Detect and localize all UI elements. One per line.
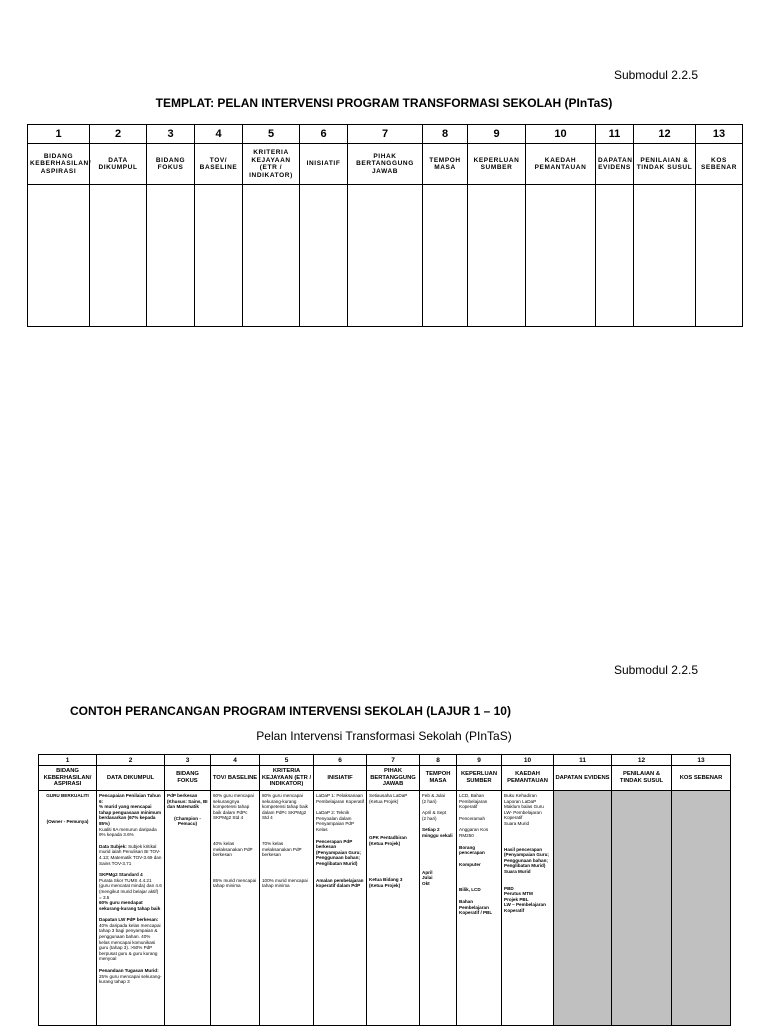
col-header: PIHAK BERTANGGUNG JAWAB <box>348 144 423 185</box>
cell-text: (Owner - Pemunya) <box>46 818 89 824</box>
col-header: KAEDAH PEMANTAUAN <box>502 766 554 791</box>
column-header-row <box>28 144 743 185</box>
cell-text: Kualiti 6A menurun daripada 9% kepada 3.6% <box>99 826 157 838</box>
col-num: 11 <box>554 755 612 766</box>
cell-text: Penandaan Tugasan Murid: <box>99 968 159 974</box>
col-num: 6 <box>314 755 367 766</box>
submodul-label: Submodul 2.2.5 <box>613 663 698 677</box>
cell-text: Bilik, LCD <box>459 887 481 893</box>
cell-text: Pencerapan PdP berkesan <box>316 838 353 850</box>
cell-text: Feb & Julai <box>422 793 445 798</box>
col-num: 3 <box>165 755 211 766</box>
cell-dapatan-shaded <box>554 791 612 1026</box>
table-cell <box>243 185 300 327</box>
cell-text: Okt <box>422 880 430 886</box>
col-header: DAPATAN EVIDENS <box>554 766 612 791</box>
cell-text: Setiausaha LaDaP (Ketua Projek) <box>369 793 408 804</box>
col-num: 1 <box>28 125 90 144</box>
col-num: 12 <box>634 125 696 144</box>
col-num: 10 <box>526 125 596 144</box>
cell-data-dikumpul <box>97 791 165 1026</box>
col-num: 9 <box>468 125 526 144</box>
col-num: 10 <box>502 755 554 766</box>
submodul-label: Submodul 2.2.5 <box>613 68 698 82</box>
cell-text: 80% guru mencapai sekurang-kurang kompetensi tahap baik dalam PdPc SKPMg2 Std 4 <box>262 793 308 821</box>
col-header: DATA DIKUMPUL <box>97 766 165 791</box>
cell-text: 40% daripada kelas mencapai tahap 3 bagi penyampaian & penggunaan bahan. 40% kelas mencapai komunikasi guru (tahap 3). >50% PdP berpusat guru & guru kurang menyoal <box>99 922 161 962</box>
col-header: BIDANG FOKUS <box>165 766 211 791</box>
col-header: BIDANG FOKUS <box>147 144 195 185</box>
cell-text: Borang pencerapan <box>459 844 485 856</box>
cell-inisiatif <box>314 791 367 1026</box>
col-header: PIHAK BERTANGGUNG JAWAB <box>367 766 420 791</box>
table-cell <box>348 185 423 327</box>
cell-text: Pencapaian Penilaian Tahun 6: <box>99 793 161 804</box>
cell-text: % murid yang mencapai tahap penguasaan minimum berdasarkan (67% kepada 85%) <box>99 804 162 826</box>
col-num: 3 <box>147 125 195 144</box>
cell-text: Ketua Bidang 3 <box>369 877 403 883</box>
cell-bidang-fokus <box>165 791 211 1026</box>
table-row <box>39 791 731 1026</box>
col-header: PENILAIAN & TINDAK SUSUL <box>612 766 672 791</box>
col-header: KEPERLUAN SUMBER <box>468 144 526 185</box>
col-num: 12 <box>612 755 672 766</box>
col-header: BIDANG KEBERHASILAN/ ASPIRASI <box>39 766 97 791</box>
col-header: BIDANG KEBERHASILAN/ ASPIRASI <box>28 144 90 185</box>
cell-text: (2 hari) <box>422 815 437 821</box>
table-cell <box>300 185 348 327</box>
col-header: KOS SEBENAR <box>696 144 743 185</box>
cell-aspirasi <box>39 791 97 1026</box>
example-table <box>38 754 731 1026</box>
cell-text: PdP berkesan (Khusus: Sains, BI dan Matematik <box>167 793 208 810</box>
cell-text: 100% murid mencapai tahap minima <box>262 877 308 889</box>
cell-text: April & Sept <box>422 810 447 816</box>
cell-text: LCD, Bahan Pembelajaran Koperatif <box>459 793 488 810</box>
cell-text: 25% guru mencapai sekurang-kurang tahap 3 <box>99 973 162 985</box>
table-cell <box>526 185 596 327</box>
cell-baseline <box>211 791 260 1026</box>
cell-text: Bahan Pembelajaran Koperatif / PBL <box>459 898 493 916</box>
cell-text: Komputer <box>459 861 481 867</box>
cell-keperluan <box>457 791 502 1026</box>
col-num: 4 <box>195 125 243 144</box>
cell-text: (Ketua Projek) <box>369 882 401 888</box>
col-header: KRITERIA KEJAYAAN (ETR / INDIKATOR) <box>243 144 300 185</box>
template-title: TEMPLAT: PELAN INTERVENSI PROGRAM TRANSFORMASI SEKOLAH (PInTaS) <box>155 96 613 110</box>
column-header-row <box>39 766 731 791</box>
table-cell <box>468 185 526 327</box>
cell-text: (Champion - Pemacu) <box>174 815 201 827</box>
cell-text: Dapatan LW PdP berkesan: <box>99 917 159 923</box>
col-header: PENILAIAN & TINDAK SUSUL <box>634 144 696 185</box>
col-header: TEMPOH MASA <box>420 766 457 791</box>
cell-text: Maklum balas Guru <box>504 804 544 810</box>
cell-text: Suara Murid <box>504 820 530 826</box>
cell-text: April <box>422 869 433 875</box>
cell-text: GURU BERKUALITI <box>46 793 89 798</box>
cell-text: (Penyampaian Guru; Penggunaan bahan; Penglibatan Murid) <box>504 852 549 869</box>
cell-text: SKPMg2 Standard 4 <box>99 872 143 878</box>
cell-text: (Ketua Projek) <box>369 840 401 846</box>
cell-text: LaDaP 1: Pelaksanaan Pembelajaran Koperatif <box>316 793 365 804</box>
cell-text: 70% kelas melaksanakan PdP berkesan <box>262 840 302 858</box>
col-num: 13 <box>672 755 731 766</box>
col-header: TOV/ BASELINE <box>211 766 260 791</box>
cell-kriteria <box>260 791 314 1026</box>
col-num: 5 <box>243 125 300 144</box>
col-num: 5 <box>260 755 314 766</box>
column-number-row <box>39 755 731 766</box>
cell-text: (2 hari) <box>422 798 437 804</box>
col-num: 2 <box>90 125 147 144</box>
cell-text: Data Subjek: <box>99 843 127 849</box>
cell-text: (Penyampaian Guru; Penggunaan bahan; Penglibatan Murid) <box>316 849 361 866</box>
col-num: 1 <box>39 755 97 766</box>
cell-text: LaDaP 2: Teknik Penyoalan dalam Penyampaian PdP Kelas <box>316 810 354 832</box>
col-num: 7 <box>348 125 423 144</box>
cell-text: Julai <box>422 875 433 881</box>
cell-pihak <box>367 791 420 1026</box>
template-table <box>27 124 743 327</box>
col-num: 7 <box>367 755 420 766</box>
cell-tempoh <box>420 791 457 1026</box>
col-header: KOS SEBENAR <box>672 766 731 791</box>
col-num: 4 <box>211 755 260 766</box>
cell-text: 60% guru mendapat sekurang-kurang tahap baik <box>99 900 161 911</box>
cell-text: Amalan pembelajaran koperatif dalam PdP <box>316 877 364 889</box>
cell-text: Suara Murid <box>504 868 531 874</box>
cell-text: Hasil pencerapan <box>504 846 543 852</box>
table-cell <box>195 185 243 327</box>
col-num: 2 <box>97 755 165 766</box>
cell-text: Anggaran Kos RM250 <box>459 827 489 838</box>
cell-kaedah <box>502 791 554 1026</box>
cell-text: Penceramah <box>459 815 486 821</box>
cell-text: 40% kelas melaksanakan PdP berkesan <box>213 840 253 858</box>
col-num: 8 <box>423 125 468 144</box>
col-header: INISIATIF <box>314 766 367 791</box>
cell-text: 85% murid mencapai tahap minima <box>213 877 257 889</box>
cell-text: LW – Pembelajaran Koperatif <box>504 902 546 913</box>
cell-text: Buku Kehadiran <box>504 793 537 798</box>
column-number-row <box>28 125 743 144</box>
table-cell <box>634 185 696 327</box>
col-header: DATA DIKUMPUL <box>90 144 147 185</box>
col-header: KAEDAH PEMANTAUAN <box>526 144 596 185</box>
cell-text: Subjek kritikal murid ialah Penulisan BI TOV-4.13; Matematik TOV-3.69 dan Sains TOV-3.71 <box>99 843 162 866</box>
cell-text: 60% guru mencapai sekurangnya kompetensi tahap baik dalam PdPc SKPMg2 Std 4 <box>213 793 254 821</box>
table-cell <box>147 185 195 327</box>
cell-penilaian-shaded <box>612 791 672 1026</box>
col-header: KEPERLUAN SUMBER <box>457 766 502 791</box>
table-cell <box>696 185 743 327</box>
cell-text: Laporan LaDaP <box>504 798 537 804</box>
col-header: KRITERIA KEJAYAAN (ETR / INDIKATOR) <box>260 766 314 791</box>
col-num: 13 <box>696 125 743 144</box>
cell-text: Projek PBL <box>504 896 529 902</box>
table-cell <box>596 185 634 327</box>
cell-text: Setiap 2 minggu sekali <box>422 827 453 838</box>
table-cell <box>90 185 147 327</box>
col-num: 11 <box>596 125 634 144</box>
cell-text: Purata Skor TUMS 4.4.21 (guru mencatat minda) dan 4.6 (mengikut murid belajar aktif) = 3.5 <box>99 877 162 900</box>
cell-text: GPK Pentadbiran <box>369 835 407 841</box>
cell-text: LW- Pembelajaran Koperatif <box>504 809 542 821</box>
col-header: TOV/ BASELINE <box>195 144 243 185</box>
col-num: 8 <box>420 755 457 766</box>
col-header: DAPATAN EVIDENS <box>596 144 634 185</box>
table-cell <box>423 185 468 327</box>
col-num: 9 <box>457 755 502 766</box>
col-header: INISIATIF <box>300 144 348 185</box>
table-cell <box>28 185 90 327</box>
example-title: CONTOH PERANCANGAN PROGRAM INTERVENSI SEKOLAH (LAJUR 1 – 10) <box>70 704 511 718</box>
cell-kos-shaded <box>672 791 731 1026</box>
cell-text: PBD <box>504 885 514 891</box>
cell-text: Perutus MTM <box>504 891 533 897</box>
col-num: 6 <box>300 125 348 144</box>
blank-entry-row <box>28 185 743 327</box>
col-header: TEMPOH MASA <box>423 144 468 185</box>
example-subtitle: Pelan Intervensi Transformasi Sekolah (PInTaS) <box>256 729 512 743</box>
